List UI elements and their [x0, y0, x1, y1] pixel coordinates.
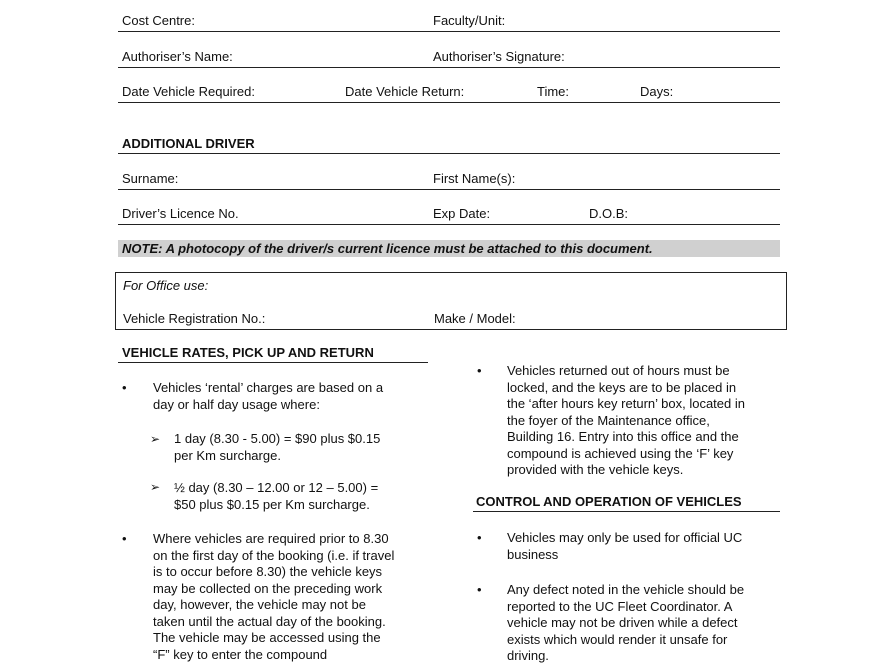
date-return-label: Date Vehicle Return:: [345, 84, 465, 99]
bullet-icon: •: [122, 531, 127, 546]
bullet-icon: •: [477, 582, 482, 597]
text-line: Vehicles may only be used for official UC: [507, 530, 743, 545]
text-line: taken until the actual day of the booking.: [153, 613, 386, 629]
text-line: on the first day of the booking (i.e. if travel: [153, 547, 395, 563]
text-line: vehicle may not be driven while a defect: [507, 615, 738, 630]
text-line: The vehicle may be accessed using the: [153, 630, 381, 645]
text-line: 1 day (8.30 - 5.00) = $90 plus $0.15: [174, 431, 381, 446]
licence-note: [118, 240, 780, 257]
rates-heading-rule: [118, 362, 428, 363]
control-heading-rule: [473, 511, 780, 512]
text-line: the ‘after hours key return’ box, located in: [507, 396, 745, 411]
additional-driver-rule: [118, 153, 780, 154]
text-line: day or half day usage where:: [153, 396, 320, 412]
bullet-icon: •: [477, 363, 482, 378]
arrow-bullet-icon: ➢: [150, 432, 161, 446]
days-label: Days:: [640, 84, 674, 99]
text-line: Vehicles ‘rental’ charges are based on a: [153, 380, 384, 395]
bullet-icon: •: [122, 380, 127, 395]
text-line: Where vehicles are required prior to 8.30: [153, 531, 389, 546]
dob-label: D.O.B:: [589, 206, 629, 221]
text-line: ½ day (8.30 – 12.00 or 12 – 5.00) =: [174, 480, 379, 495]
surname-line: [118, 189, 780, 190]
additional-driver-heading: ADDITIONAL DRIVER: [122, 136, 255, 151]
text-line: reported to the UC Fleet Coordinator. A: [507, 598, 733, 614]
text-line: provided with the vehicle keys.: [507, 462, 684, 477]
cost-centre-label: Cost Centre:: [122, 13, 195, 28]
authoriser-line: [118, 67, 780, 68]
time-label: Time:: [537, 84, 570, 99]
text-line: is to occur before 8.30) the vehicle keys: [153, 564, 383, 579]
licence-line: [118, 224, 780, 225]
text-line: Building 16. Entry into this office and the: [507, 429, 739, 444]
text-line: “F” key to enter the compound: [153, 646, 328, 662]
text-line: the foyer of the Maintenance office,: [507, 412, 710, 428]
date-required-label: Date Vehicle Required:: [122, 84, 255, 99]
text-line: may be collected on the preceding work: [153, 580, 383, 596]
arrow-bullet-icon: ➢: [150, 480, 161, 494]
authoriser-name-label: Authoriser’s Name:: [122, 49, 233, 64]
text-line: exists which would render it unsafe for: [507, 631, 728, 647]
text-line: $50 plus $0.15 per Km surcharge.: [174, 496, 370, 512]
rate-half-day: [174, 480, 424, 513]
text-line: locked, and the keys are to be placed in: [507, 379, 737, 395]
text-line: day, however, the vehicle may not be: [153, 597, 366, 612]
office-use-box: [115, 272, 787, 330]
licence-note-text: NOTE: A photocopy of the driver/s current licence must be attached to this document.: [122, 241, 653, 256]
make-model-label: Make / Model:: [434, 311, 516, 326]
after-hours-bullet: [507, 363, 787, 479]
licence-no-label: Driver’s Licence No.: [122, 206, 239, 221]
first-names-label: First Name(s):: [433, 171, 516, 186]
surname-label: Surname:: [122, 171, 179, 186]
faculty-unit-label: Faculty/Unit:: [433, 13, 506, 28]
text-line: Vehicles returned out of hours must be: [507, 363, 730, 378]
bullet-icon: •: [477, 530, 482, 545]
text-line: compound is achieved using the ‘F’ key: [507, 445, 734, 461]
defect-bullet: [507, 582, 787, 665]
rates-bullet-1: [153, 380, 423, 413]
control-heading: CONTROL AND OPERATION OF VEHICLES: [476, 494, 742, 509]
vehicle-registration-label: Vehicle Registration No.:: [123, 311, 266, 326]
text-line: driving.: [507, 648, 549, 663]
official-use-bullet: [507, 530, 787, 563]
text-line: per Km surcharge.: [174, 447, 281, 463]
cost-centre-line: [118, 31, 780, 32]
dates-line: [118, 102, 780, 103]
exp-date-label: Exp Date:: [433, 206, 491, 221]
rate-full-day: [174, 431, 424, 464]
rates-heading: VEHICLE RATES, PICK UP AND RETURN: [122, 345, 374, 360]
early-pickup-bullet: [153, 531, 428, 663]
office-use-label: For Office use:: [123, 278, 209, 293]
text-line: business: [507, 546, 559, 562]
text-line: Any defect noted in the vehicle should be: [507, 582, 745, 597]
authoriser-signature-label: Authoriser’s Signature:: [433, 49, 565, 64]
